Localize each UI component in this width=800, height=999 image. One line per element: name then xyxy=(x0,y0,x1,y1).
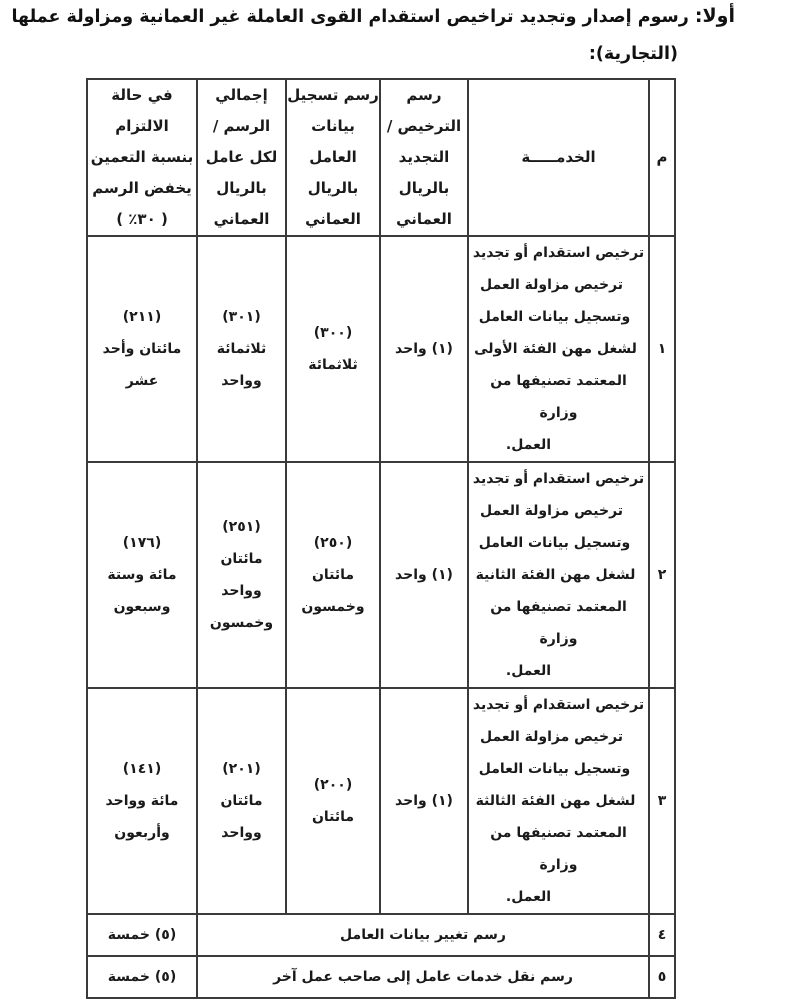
row-index: ٥ xyxy=(649,956,675,998)
row-total-fee: (٣٠١) ثلاثمائة وواحد xyxy=(197,236,286,462)
row-compliance-discount: (١٧٦) مائة وستة وسبعون xyxy=(87,462,197,688)
row-service: ترخيص استقدام أو تجديد ترخيص مزاولة العمل وتسجيل بيانات العامل لشغل مهن الفئة الأولى المعتمد تصنيفها من وزارة العمل. xyxy=(468,236,649,462)
header-index: م xyxy=(649,79,675,236)
row-registration-fee: (٢٠٠) مائتان xyxy=(286,688,380,914)
row-total-fee: (٢٠١) مائتان وواحد xyxy=(197,688,286,914)
row-service: ترخيص استقدام أو تجديد ترخيص مزاولة العمل وتسجيل بيانات العامل لشغل مهن الفئة الثانية المعتمد تصنيفها من وزارة العمل. xyxy=(468,462,649,688)
row-amount: (٥) خمسة xyxy=(87,914,197,956)
header-license-fee: رسم الترخيص / التجديد بالريال العماني xyxy=(380,79,468,236)
header-total-fee: إجمالي الرسم / لكل عامل بالريال العماني xyxy=(197,79,286,236)
section-title-continuation: (التجارية): xyxy=(588,44,678,64)
section-title-lead: أولا: xyxy=(694,5,735,27)
row-index: ٣ xyxy=(649,688,675,914)
header-compliance-discount: في حالة الالتزام بنسبة التعمين يخفض الرسم ( ٣٠٪ ) xyxy=(87,79,197,236)
section-title xyxy=(11,2,735,31)
table-row xyxy=(87,914,675,956)
table-header-row xyxy=(87,79,675,236)
row-compliance-discount: (٢١١) مائتان وأحد عشر xyxy=(87,236,197,462)
row-index: ٢ xyxy=(649,462,675,688)
row-license-fee: (١) واحد xyxy=(380,236,468,462)
table-row xyxy=(87,688,675,914)
row-service: ترخيص استقدام أو تجديد ترخيص مزاولة العمل وتسجيل بيانات العامل لشغل مهن الفئة الثالثة المعتمد تصنيفها من وزارة العمل. xyxy=(468,688,649,914)
row-amount: (٥) خمسة xyxy=(87,956,197,998)
row-service: رسم نقل خدمات عامل إلى صاحب عمل آخر xyxy=(197,956,649,998)
fees-table xyxy=(86,78,676,999)
row-registration-fee: (٣٠٠) ثلاثمائة xyxy=(286,236,380,462)
table-row xyxy=(87,956,675,998)
header-registration-fee: رسم تسجيل بيانات العامل بالريال العماني xyxy=(286,79,380,236)
header-service: الخدمـــــة xyxy=(468,79,649,236)
row-index: ١ xyxy=(649,236,675,462)
table-row xyxy=(87,462,675,688)
row-license-fee: (١) واحد xyxy=(380,462,468,688)
row-registration-fee: (٢٥٠) مائتان وخمسون xyxy=(286,462,380,688)
row-service: رسم تغيير بيانات العامل xyxy=(197,914,649,956)
row-license-fee: (١) واحد xyxy=(380,688,468,914)
section-title-text: رسوم إصدار وتجديد تراخيص استقدام القوى العاملة غير العمانية ومزاولة عملها xyxy=(11,7,695,27)
table-row xyxy=(87,236,675,462)
row-total-fee: (٢٥١) مائتان وواحد وخمسون xyxy=(197,462,286,688)
row-compliance-discount: (١٤١) مائة وواحد وأربعون xyxy=(87,688,197,914)
row-index: ٤ xyxy=(649,914,675,956)
